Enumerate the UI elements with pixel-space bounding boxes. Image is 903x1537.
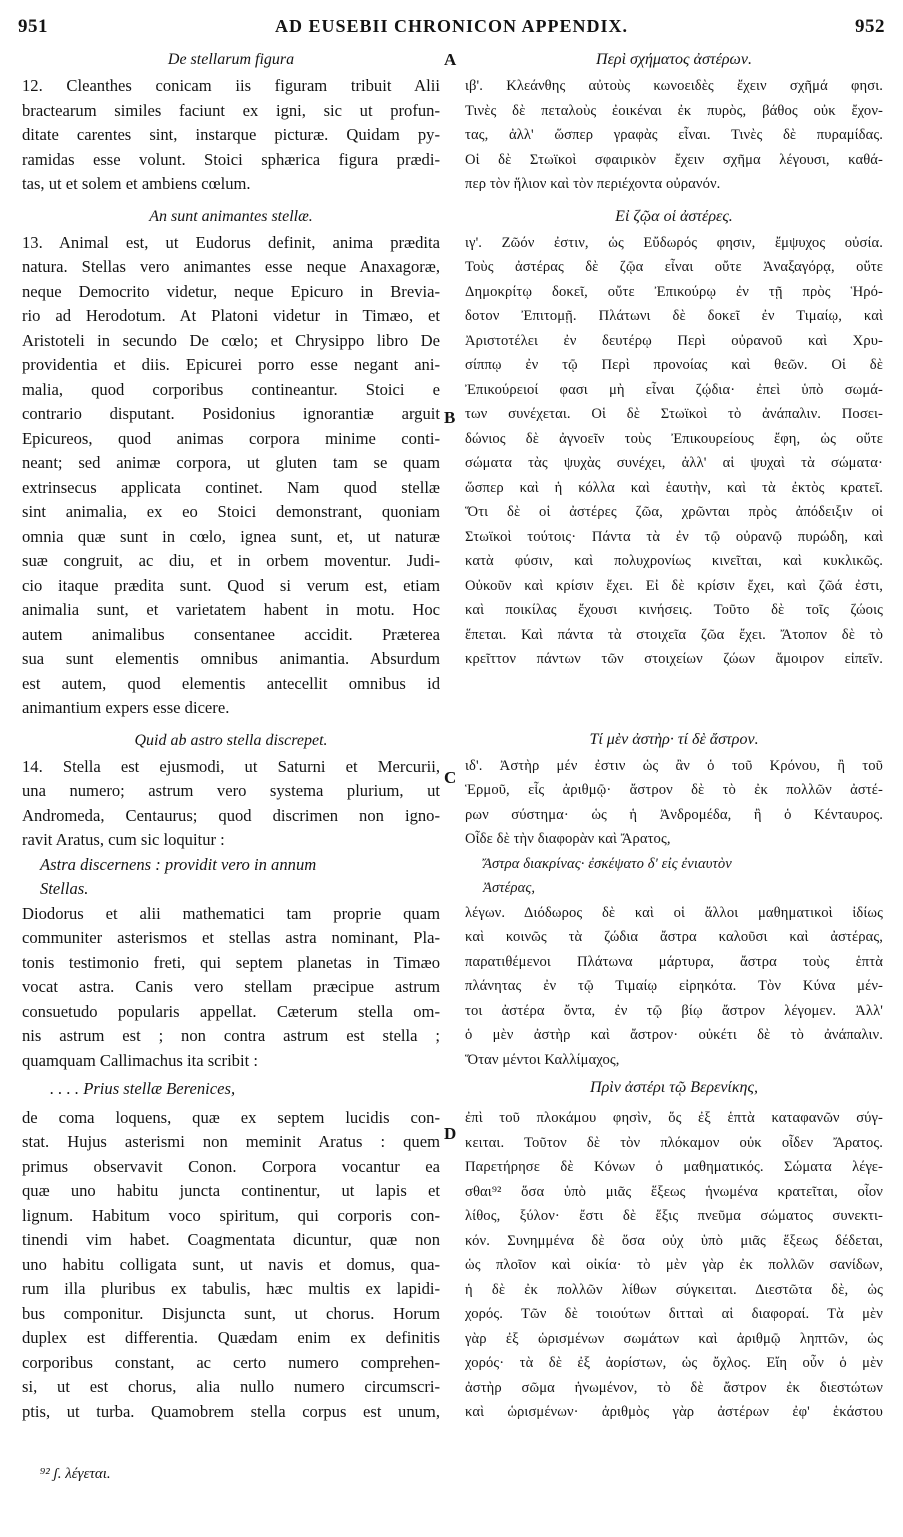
text-line: δώνιος δὲ ἀγνοεῖν τοὺς Ἐπικουρείους ἔφη, ὡς οὔτε (465, 430, 883, 447)
text-line: κόν. Συνημμένα δὲ ὅσα οὐχ ὑπὸ μιᾶς ἕξεως δέδεται, (465, 1232, 883, 1249)
section-heading: An sunt animantes stellæ. (149, 207, 313, 225)
verse-quote: Astra discernens : providit vero in annum (40, 854, 317, 874)
text-line: ιγ'. Ζῶόν ἐστιν, ὡς Εὔδωρός φησιν, ἔμψυχος οὐσία. (465, 234, 883, 251)
text-line: de coma loquens, quæ ex septem lucidis con- (22, 1107, 440, 1127)
text-line: una numero; astrum vero systema plurium, ut (22, 781, 440, 800)
text-line: animantium expers esse dicere. (22, 698, 230, 717)
paragraph-14-greek (465, 754, 883, 1425)
text-line: si, ut est chorus, alia nullo numero circumscri- (22, 1377, 440, 1396)
text-line: Andromeda, Centaurus; quod discrimen non igno- (22, 805, 440, 825)
text-line: quæ uno habitu juncta continentur, ut lapis et (22, 1181, 440, 1200)
text-line: Ἐπικούρειοί φασι μὴ εἶναι ζῴδια· ἐπεὶ ὑπὸ σωμά- (465, 381, 883, 398)
text-line: Ἑρμοῦ, εἷς ἀριθμῷ· ἄστρον δὲ τὸ ἐκ πολλῶν ἀστέ- (465, 782, 883, 798)
section-heading: De stellarum figura (167, 51, 295, 68)
text-line: animalia sunt, et varietatem habent in motu. Hoc (22, 600, 440, 619)
text-line: ὥσπερ καὶ ἡ κόλλα καὶ ἑαυτὴν, καὶ τὰ ἐκτὸς κρατεῖ. (465, 479, 883, 496)
text-line: uno habitu colligata sunt, ut navis et domus, qua- (22, 1254, 440, 1274)
text-line: stat. Hujus asterismi non meminit Aratus : quem (22, 1132, 440, 1151)
margin-letter-d: D (444, 1124, 457, 1143)
text-line: ιβ'. Κλεάνθης αὐτοὺς κωνοειδὲς ἔχειν σχῆμά φησι. (465, 78, 883, 94)
text-line: lignum. Habitum voco spiritum, qui corporis con- (22, 1205, 440, 1225)
text-line: ὡς πλοῖον καὶ οἰκία· τὸ μὲν γὰρ ἐκ πολλῶν σανίδων, (465, 1257, 883, 1273)
text-line: κρεῖττον πάντων τῶν στοιχείων ζώων ἄμοιρον εἰπεῖν. (465, 651, 883, 667)
text-line: καὶ κοινῶς τὰ ζώδια ἄστρα καλοῦσι καὶ ἀστέρας, (465, 929, 883, 945)
text-line: Στωϊκοὶ τούτοις· Πάντα τὰ ἐν τῷ οὐρανῷ πυρώδη, καὶ (465, 528, 883, 545)
text-line: suæ congruit, ac diu, et in orbem moventur. Judi- (22, 551, 440, 570)
text-line: παρατιθέμενοι Πλάτωνα μάρτυρα, ἄστρα τοὺς ἑπτὰ (465, 953, 883, 970)
text-line: tas, ut et solem et ambiens cœlum. (22, 174, 251, 193)
margin-letter-a: A (444, 50, 457, 69)
verse-quote: Πρὶν ἀστέρι τῷ Βερενίκης, (590, 1079, 758, 1096)
text-line: Παρετήρησε δὲ Κόνων ὁ μαθηματικός. Σώματα λέγε- (465, 1159, 883, 1175)
section-heading: Τί μὲν ἀστὴρ· τί δὲ ἄστρον. (589, 730, 759, 748)
text-line: ἐπὶ τοῦ πλοκάμου φησὶν, ὅς ἐξ ἑπτὰ καταφανῶν σύγ- (465, 1110, 883, 1126)
text-line: Δημοκρίτῳ δοκεῖ, οὔτε Ἐπικούρῳ ἐν τῇ πρὸς Ἡρό- (465, 283, 883, 300)
text-line: πλάνητας ἐν τῷ Τιμαίῳ εἰρηκότα. Τὸν Κύνα μέν- (465, 978, 883, 994)
verse-quote: Ἀστέρας, (483, 880, 536, 896)
text-line: Ὅταν μέντοι Καλλίμαχος, (465, 1051, 620, 1068)
text-line: duplex est differentia. Quædam enim ex definitis (22, 1328, 440, 1347)
text-line: ὁ μὲν ἀστὴρ καὶ ἄστρον· οὐκέτι δὲ τὸ ἀνάπαλιν. (465, 1027, 883, 1043)
text-line: ἀστὴρ σῶμα ἡνωμένον, τὸ δὲ ἄστρον ἐκ διεστώτων (465, 1379, 883, 1396)
text-line: quamquam Callimachus ita scribit : (22, 1050, 258, 1070)
text-line: bractearum similes faciunt ex igni, sic ut profun- (22, 100, 440, 120)
text-line: κατὰ φύσιν, καὶ πολυχρονίως κινεῖται, καὶ κυκλικῶς. (465, 553, 883, 569)
text-line: ἕπεται. Καὶ πάντα τὰ στοιχεῖα ζῶα ἔχει. Ἄτοπον δὲ τὸ (465, 626, 883, 643)
text-line: καὶ ὡρισμένων· ἀριθμὸς γὰρ ἀστέρων ἐφ' ἑκάστου (465, 1404, 883, 1420)
text-line: λίθος, ξύλον· ἔστι δὲ ἕξις πνεῦμα σώματος συνεκτι- (465, 1208, 883, 1224)
text-line: 14. Stella est ejusmodi, ut Saturni et Mercurii, (22, 756, 440, 776)
text-line: sua sunt elementis omnibus animantia. Absurdum (22, 649, 440, 668)
text-line: ptis, ut turba. Quamobrem stella corpus est unum, (22, 1401, 440, 1421)
text-line: ιδ'. Ἀστὴρ μέν ἐστιν ὡς ἂν ὁ τοῦ Κρόνου, ἢ τοῦ (465, 757, 883, 774)
text-line: 12. Cleanthes conicam iis figuram tribuit Alii (22, 76, 440, 95)
text-line: χορός· τὰ δὲ ἐξ ἀορίστων, ὡς ὄχλος. Εἴη οὖν ὁ μὲν (465, 1355, 883, 1371)
text-line: Diodorus et alii mathematici tam proprie quam (22, 903, 440, 923)
text-line: ditate carentes sint, instarque picturæ. Quidam py- (22, 125, 440, 144)
text-line: extrinsecus applicata continet. Nam quod stellæ (22, 477, 440, 497)
text-line: omnia quæ sunt in cœlo, ignea sunt, et, ut naturæ (22, 526, 440, 546)
text-line: καὶ ποικίλας ἔχουσι κινήσεις. Τοῦτο δὲ τοῖς ζώοις (465, 602, 883, 618)
text-line: natura. Stellas vero animantes esse neque Anaxagoræ, (22, 257, 440, 276)
page-number-right: 952 (855, 16, 885, 37)
text-line: rio ad Herodotum. At Platoni videtur in Timæo, et (22, 306, 440, 325)
text-line: Aristoteli in secundo De cœlo; et Chrysippo libro De (22, 330, 440, 350)
greek-column (465, 48, 883, 1425)
latin-column (22, 48, 440, 1424)
paragraph-13-greek (465, 231, 883, 672)
text-line: χορός. Τῶν δὲ τοιούτων διτταὶ αἱ διαφοραί. Τὰ μὲν (465, 1306, 883, 1322)
footnote: ⁹² ʃ. λέγεται. (40, 1466, 111, 1482)
paragraph-12 (22, 74, 440, 197)
text-line: Ἀριστοτέλει ἐν δευτέρῳ Περὶ οὐρανοῦ καὶ Χρυ- (465, 332, 883, 349)
text-line: ramidas esse volunt. Stoici sphærica figura prædi- (22, 149, 440, 169)
text-line: corporibus constant, ac certo numero comprehen- (22, 1352, 440, 1372)
text-line: vocat astra. Canis vero stellam præcipue astrum (22, 977, 440, 996)
text-line: sint animalia, ex eo Stoici demonstrant, quoniam (22, 502, 440, 521)
text-line: Οὐκοῦν καὶ κρίσιν ἔχει. Εἰ δὲ κρίσιν ἔχει, καὶ ζῶά ἐστι, (465, 577, 883, 594)
text-line: bus componitur. Disjuncta sunt, ut chorus. Horum (22, 1303, 440, 1323)
text-line: λέγων. Διόδωρος δὲ καὶ οἱ ἄλλοι μαθηματικοὶ ἰδίως (465, 904, 883, 921)
text-line: σίππῳ ἐν τῷ Περὶ προνοίας καὶ θεῶν. Οἱ δὲ (465, 357, 883, 373)
text-line: tinendi vim habet. Coagmentata dicuntur, quæ non (22, 1230, 440, 1249)
text-line: δοτον Ἐπιτομῇ. Πλάτωνι δὲ δοκεῖ ἐν Τιμαίῳ, καὶ (465, 308, 883, 324)
text-line: ἡ δὲ ἐκ πολλῶν λίθων σύγκειται. Διεστῶτα δὲ, ὡς (465, 1281, 883, 1298)
section-heading: Quid ab astro stella discrepet. (134, 731, 328, 749)
text-line: Epicureos, quod animas corpora minime conti- (22, 428, 440, 448)
text-line: κειται. Τοῦτον δὲ τὸν πλόκαμον οὐκ οἶδεν Ἄρατος. (465, 1134, 883, 1151)
section-heading: Εἰ ζῷα οἱ ἀστέρες. (615, 207, 733, 225)
text-line: Ὅτι δὲ οἱ ἀστέρες ζῶα, χρῶνται πρὸς ἀπόδειξιν οἱ (465, 504, 883, 520)
margin-letter-b: B (444, 408, 456, 427)
paragraph-12-greek (465, 74, 883, 197)
paragraph-14 (22, 755, 440, 1425)
text-line: consuetudo popularis appellat. Cæterum stella om- (22, 1001, 440, 1021)
text-line: 13. Animal est, ut Eudorus definit, anima prædita (22, 232, 440, 252)
margin-letter-c: C (444, 768, 457, 787)
text-line: contrario disputant. Posidonius ignorantiæ arguit (22, 404, 440, 423)
text-line: τοι ἀστέρα ὄντα, ἐν τῷ βίῳ ἄστρον λέγομεν. Ἀλλ' (465, 1002, 883, 1019)
text-line: γὰρ ἐξ ὡρισμένων σωμάτων καὶ ἀριθμῷ ληπτῶν, ὡς (465, 1330, 883, 1347)
page-number-left: 951 (18, 16, 48, 37)
text-line: τας, ἀλλ' ὥσπερ γραφὰς εἶναι. Τινὲς δὲ πυραμίδας. (465, 127, 883, 143)
text-line: tonis testimonio freti, qui septem planetas in Timæo (22, 952, 440, 972)
text-line: rum illa pluribus ex tabulis, hæc multis ex lapidi- (22, 1279, 440, 1298)
text-line: σώματα τὰς ψυχὰς συνέχει, ἀλλ' αἱ ψυχαὶ τὰ σώματα· (465, 455, 883, 471)
section-heading: Περὶ σχήματος ἀστέρων. (596, 51, 752, 68)
text-line: Τινὲς δὲ πεταλοὺς ἐοικέναι ἐκ πυρὸς, βάθος οὐκ ἔχον- (465, 102, 883, 119)
text-line: cio itaque prædita sunt. Quod si verum est, etiam (22, 575, 440, 595)
paragraph-13 (22, 231, 440, 721)
text-line: Τοὺς ἀστέρας δὲ ζῷα εἶναι οὔτε Ἀναξαγόρᾳ, οὔτε (465, 259, 883, 275)
text-line: ρων σύστημα· ὡς ἡ Ἀνδρομέδα, ἢ ὁ Κένταυρος. (465, 806, 883, 823)
text-line: Οἶδε δὲ τὴν διαφορὰν καὶ Ἄρατος, (465, 831, 671, 847)
text-line: neque Democrito videtur, neque Epicuro in Brevia- (22, 281, 440, 301)
text-line: est autem, quod elementis antecellit omnibus id (22, 673, 440, 693)
text-line: providentia et diis. Epicurei porro esse negant ani- (22, 355, 440, 374)
text-line: primus observavit Conon. Corpora vocantur ea (22, 1156, 440, 1176)
text-line: neant; sed animæ corpora, ut gluten tam se quam (22, 453, 440, 472)
text-line: σθαι⁹² ὅσα ὑπὸ μιᾶς ἕξεως ἡνωμένα κρατεῖται, οἷον (465, 1183, 883, 1200)
text-line: περ τὸν ἥλιον καὶ τὸν περιέχοντα οὐρανόν. (465, 176, 721, 192)
text-line: Οἱ δὲ Στωϊκοὶ σφαιρικὸν ἔχειν σχῆμα λέγουσι, καθά- (465, 151, 883, 168)
text-line: malia, quod corporibus contineantur. Stoici e (22, 379, 440, 399)
text-line: των συνέχεται. Οἱ δὲ Στωϊκοὶ τὸ ἀνάπαλιν. Ποσει- (465, 406, 883, 422)
verse-quote: Ἄστρα διακρίνας· ἐσκέψατο δ' εἰς ἐνιαυτὸν (483, 855, 732, 872)
text-line: ravit Aratus, cum sic loquitur : (22, 830, 225, 849)
text-line: communiter asterismos et stellas astra nominant, Pla- (22, 928, 440, 947)
text-line: nis astrum est ; non contra astrum est stella ; (22, 1026, 440, 1045)
page-header (18, 16, 885, 44)
running-title: AD EUSEBII CHRONICON APPENDIX. (274, 16, 629, 36)
verse-quote: . . . . Prius stellæ Berenices, (50, 1079, 236, 1098)
verse-quote: Stellas. (40, 879, 89, 898)
text-line: autem animalibus consentanee accidit. Præterea (22, 624, 440, 644)
